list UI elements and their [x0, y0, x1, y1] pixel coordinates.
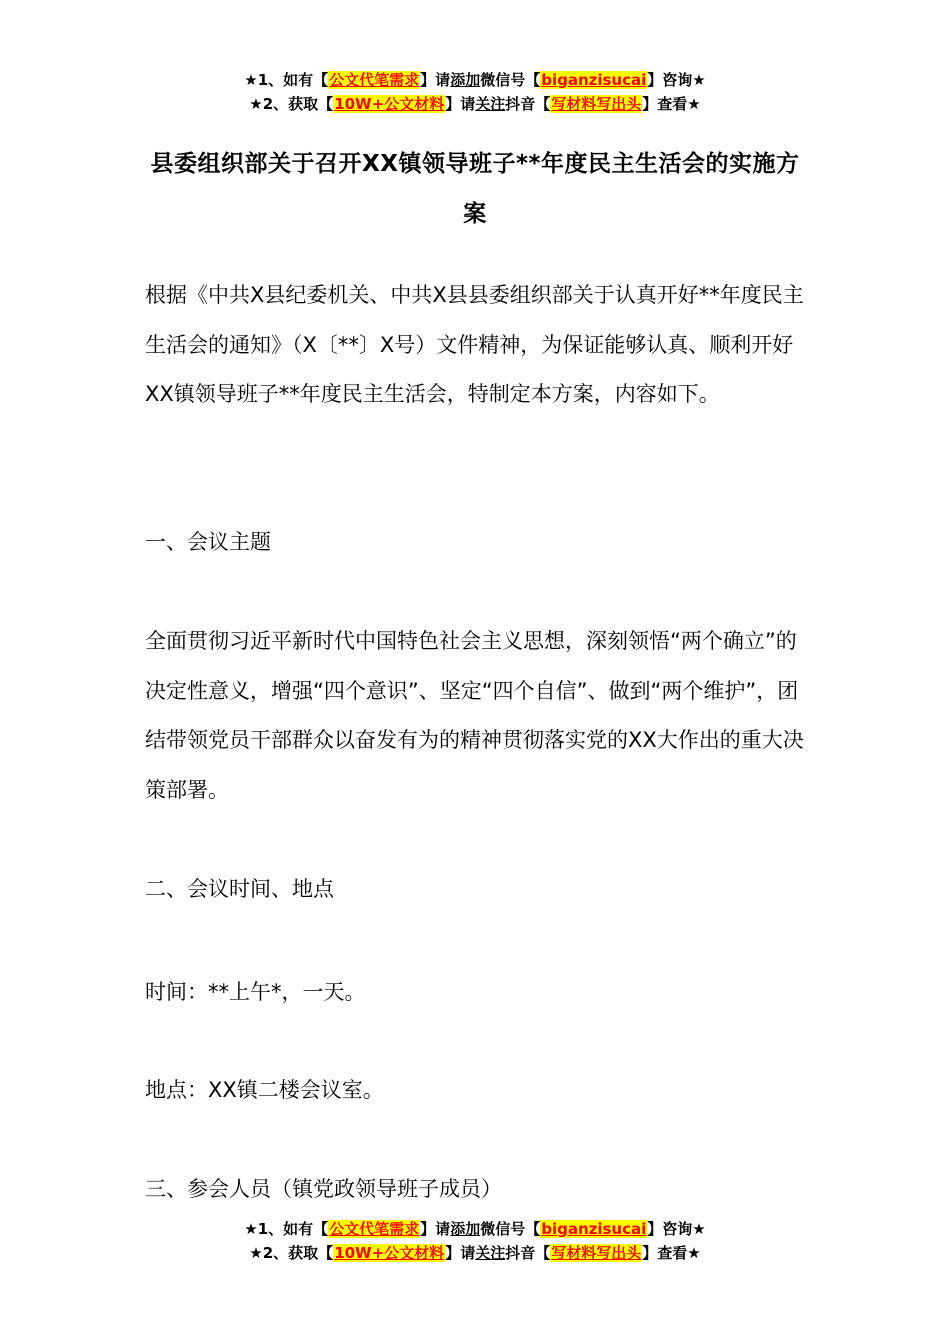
promo-line-2: ★2、获取【10W+公文材料】请关注抖音【写材料写出头】查看★: [249, 1244, 701, 1262]
douyin-account: 写材料写出头: [551, 95, 642, 113]
wechat-id: biganzisucai: [541, 71, 647, 89]
document-title: 县委组织部关于召开XX镇领导班子**年度民主生活会的实施方案: [150, 151, 800, 228]
theme-paragraph: 全面贯彻习近平新时代中国特色社会主义思想，深刻领悟“两个确立”的决定性意义，增强“四个意识”、坚定“四个自信”、做到“两个维护”，团结带领党员干部群众以奋发有为的精神贯彻落实党的XX大作出的重大决策部署。: [145, 629, 804, 802]
section-heading-attendees: 三、参会人员（镇党政领导班子成员）: [145, 1177, 502, 1201]
douyin-account: 写材料写出头: [551, 1244, 642, 1262]
wechat-id: biganzisucai: [541, 1220, 647, 1238]
promo-banner-top: [0, 68, 950, 116]
meeting-time: 时间：**上午*，一天。: [145, 980, 366, 1004]
promo-highlight: 公文代笔需求: [329, 1220, 420, 1238]
promo-highlight: 公文代笔需求: [329, 71, 420, 89]
meeting-place: 地点：XX镇二楼会议室。: [145, 1078, 384, 1102]
promo-highlight: 10W+公文材料: [334, 1244, 445, 1262]
promo-line-1: ★1、如有【公文代笔需求】请添加微信号【biganzisucai】咨询★: [244, 1220, 706, 1238]
intro-paragraph: 根据《中共X县纪委机关、中共X县县委组织部关于认真开好**年度民主生活会的通知》（X〔**〕X号）文件精神，为保证能够认真、顺利开好XX镇领导班子**年度民主生活会，特制定本方案，内容如下。: [145, 283, 804, 406]
promo-banner-bottom: [0, 1217, 950, 1265]
promo-line-1: ★1、如有【公文代笔需求】请添加微信号【biganzisucai】咨询★: [244, 71, 706, 89]
section-heading-theme: 一、会议主题: [145, 530, 271, 554]
section-heading-time-place: 二、会议时间、地点: [145, 877, 334, 901]
promo-highlight: 10W+公文材料: [334, 95, 445, 113]
promo-line-2: ★2、获取【10W+公文材料】请关注抖音【写材料写出头】查看★: [249, 95, 701, 113]
